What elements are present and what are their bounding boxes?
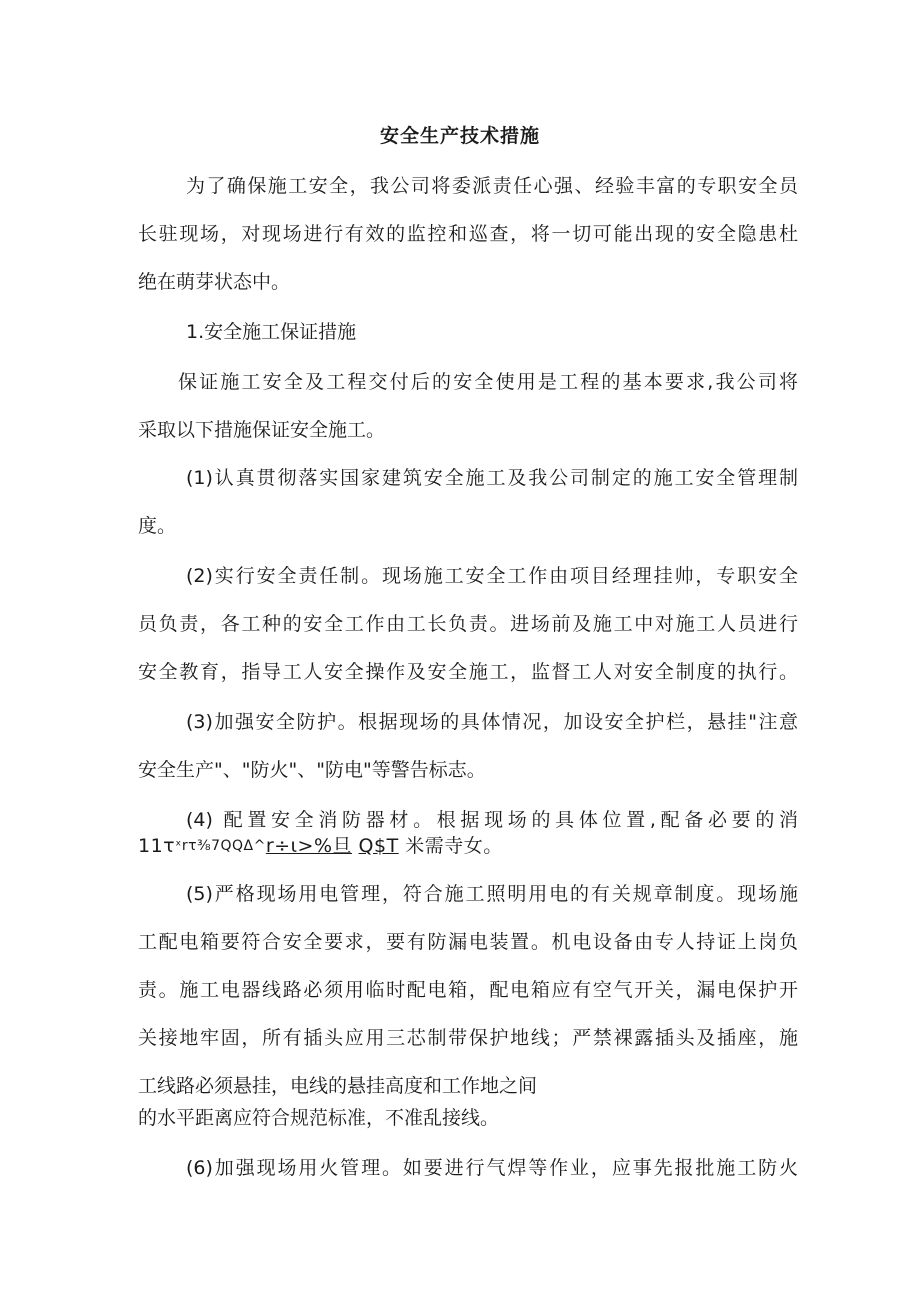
paragraph-line: 责。施工电器线路必须用临时配电箱，配电箱应有空气开关，漏电保护开 <box>138 979 798 1001</box>
section-heading: 1.安全施工保证措施 <box>186 321 357 343</box>
paragraph-line: 保证施工安全及工程交付后的安全使用是工程的基本要求,我公司将 <box>178 371 798 393</box>
document-title: 安全生产技术措施 <box>379 125 540 147</box>
garbled-line <box>138 832 798 860</box>
paragraph-line: 安全生产"、"防火"、"防电"等警告标志。 <box>138 759 486 781</box>
garbled-text: ˣrτ⅜7QQΔ^ <box>175 838 266 854</box>
paragraph-line: 员负责，各工种的安全工作由工长负责。进场前及施工中对施工人员进行 <box>138 613 798 635</box>
paragraph-line: (2)实行安全责任制。现场施工安全工作由项目经理挂帅，专职安全 <box>186 565 798 587</box>
garbled-text-underlined: Q$T <box>358 835 399 857</box>
paragraph-line: 绝在萌芽状态中。 <box>138 271 291 293</box>
paragraph-line: (5)严格现场用电管理，符合施工照明用电的有关规章制度。现场施 <box>186 883 798 905</box>
paragraph-line: 安全教育，指导工人安全操作及安全施工，监督工人对安全制度的执行。 <box>138 661 798 683</box>
paragraph-line: 关接地牢固，所有插头应用三芯制带保护地线；严禁裸露插头及插座，施 <box>138 1027 798 1049</box>
paragraph-line: 为了确保施工安全，我公司将委派责任心强、经验丰富的专职安全员 <box>186 175 798 197</box>
garbled-text: 米需寺女。 <box>405 835 503 857</box>
paragraph-line: 工线路必须悬挂，电线的悬挂高度和工作地之间 <box>138 1075 538 1097</box>
paragraph-line: (1)认真贯彻落实国家建筑安全施工及我公司制定的施工安全管理制 <box>186 467 798 489</box>
paragraph-line: (6)加强现场用火管理。如要进行气焊等作业，应事先报批施工防火 <box>186 1157 798 1179</box>
garbled-text: 11τ <box>138 835 176 857</box>
paragraph-line: 的水平距离应符合规范标准，不准乱接线。 <box>138 1107 500 1129</box>
paragraph-line: (3)加强安全防护。根据现场的具体情况，加设安全护栏，悬挂"注意 <box>186 711 798 733</box>
paragraph-line: 工配电箱要符合安全要求，要有防漏电装置。机电设备由专人持证上岗负 <box>138 931 798 953</box>
paragraph-line: 度。 <box>138 515 177 537</box>
garbled-text-underlined: r÷ι>%旦 <box>265 835 352 857</box>
paragraph-line: 采取以下措施保证安全施工。 <box>138 419 386 441</box>
paragraph-line: 长驻现场，对现场进行有效的监控和巡查，将一切可能出现的安全隐患杜 <box>138 223 798 245</box>
paragraph-line: (4) 配置安全消防器材。根据现场的具体位置,配备必要的消 <box>186 809 798 831</box>
